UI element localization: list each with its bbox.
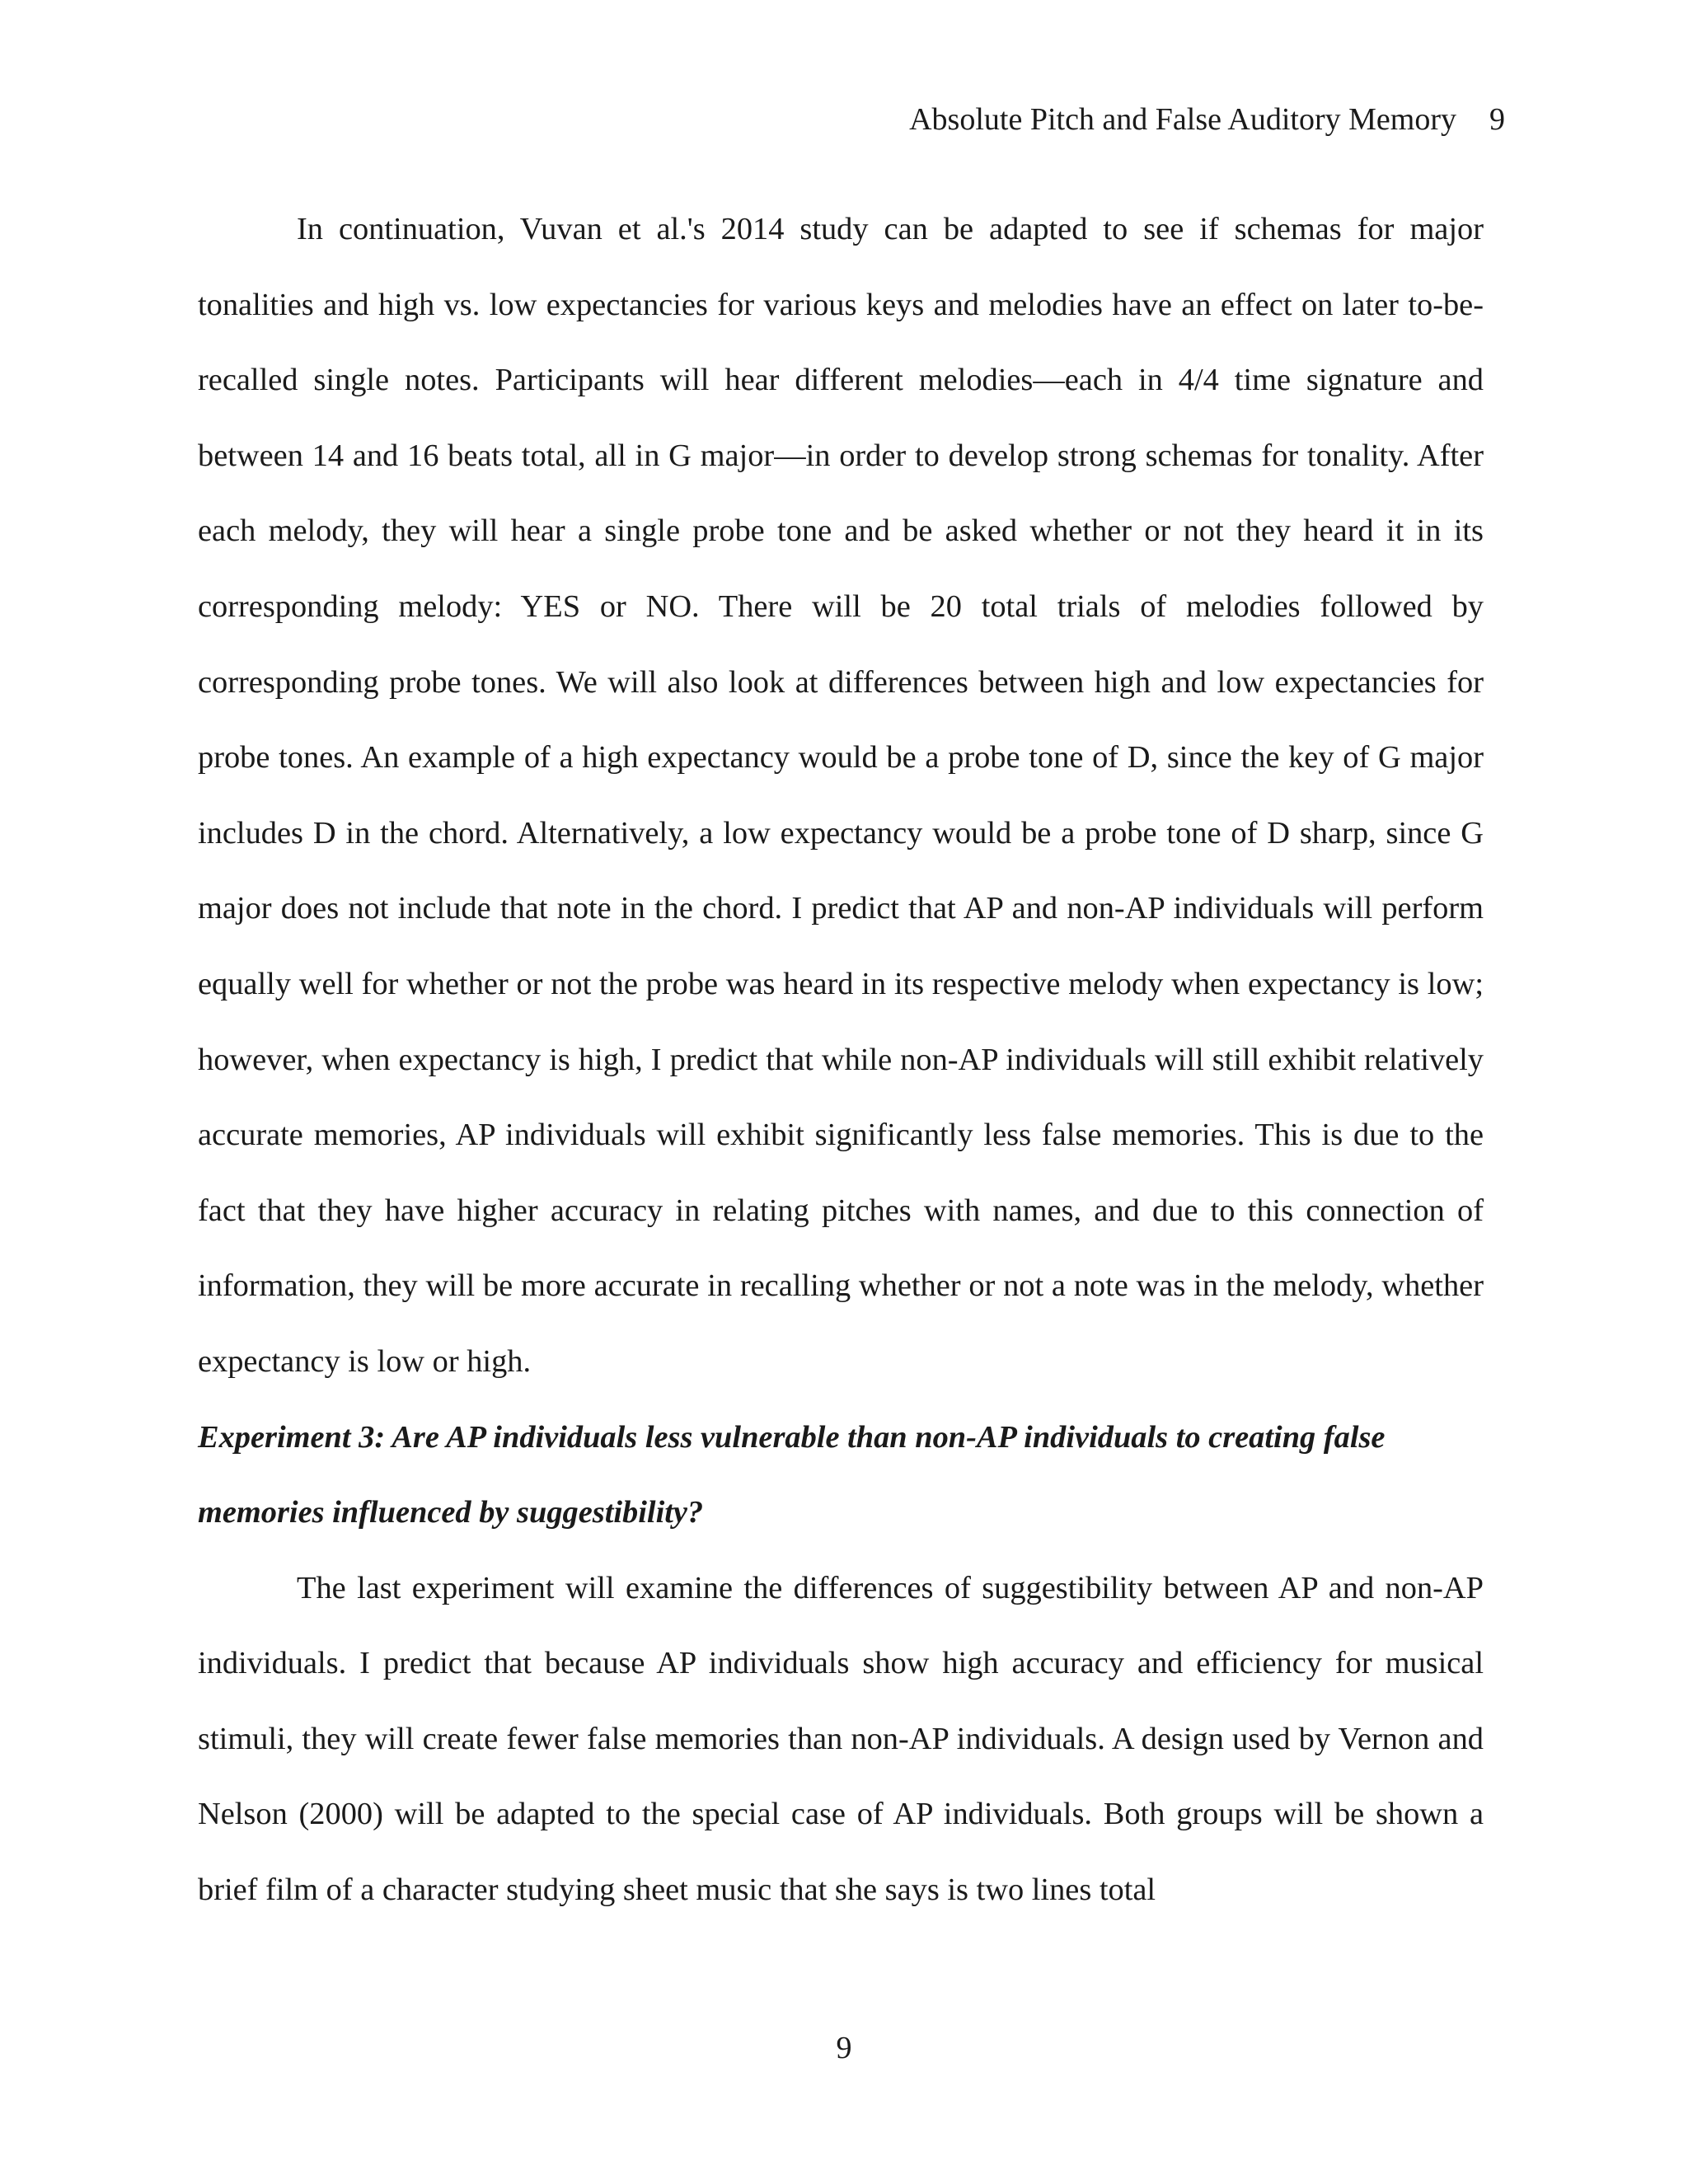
running-head-page-number: 9: [1489, 102, 1505, 137]
body-text: [198, 192, 1484, 1929]
running-head: [909, 99, 1505, 140]
page-number: 9: [836, 2031, 852, 2065]
running-head-title: Absolute Pitch and False Auditory Memory: [909, 102, 1456, 137]
paragraph-experiment-3: The last experiment will examine the differences of suggestibility between AP and non-AP individuals. I predict that because AP individuals show high accuracy and efficiency for musical stimuli, they will create fewer false memories than non-AP individuals. A design used by Vernon and Nelson (2000) will be adapted to the special case of AP individuals. Both groups will be shown a brief film of a character studying sheet music that she says is two lines total: [198, 1570, 1484, 1908]
paragraph-vuvan-adaptation: In continuation, Vuvan et al.'s 2014 study can be adapted to see if schemas for major tonalities and high vs. low expectancies for various keys and melodies have an effect on later to-be-recalled single notes. Participants will hear different melodies—each in 4/4 time signature and between 14 and 16 beats total, all in G major—in order to develop strong schemas for tonality. After each melody, they will hear a single probe tone and be asked whether or not they heard it in its corresponding melody: YES or NO. There will be 20 total trials of melodies followed by corresponding probe tones. We will also look at differences between high and low expectancies for probe tones. An example of a high expectancy would be a probe tone of D, since the key of G major includes D in the chord. Alternatively, a low expectancy would be a probe tone of D sharp, since G major does not include that note in the chord. I predict that AP and non-AP individuals will perform equally well for whether or not the probe was heard in its respective melody when expectancy is low; however, when expectancy is high, I predict that while non-AP individuals will still exhibit relatively accurate memories, AP individuals will exhibit significantly less false memories. This is due to the fact that they have higher accuracy in relating pitches with names, and due to this connection of information, they will be more accurate in recalling whether or not a note was in the melody, whether expectancy is low or high.: [198, 212, 1484, 1379]
section-heading-experiment-3: Experiment 3: Are AP individuals less vulnerable than non-AP individuals to creating false memories influenced by suggestibility?: [198, 1419, 1386, 1530]
